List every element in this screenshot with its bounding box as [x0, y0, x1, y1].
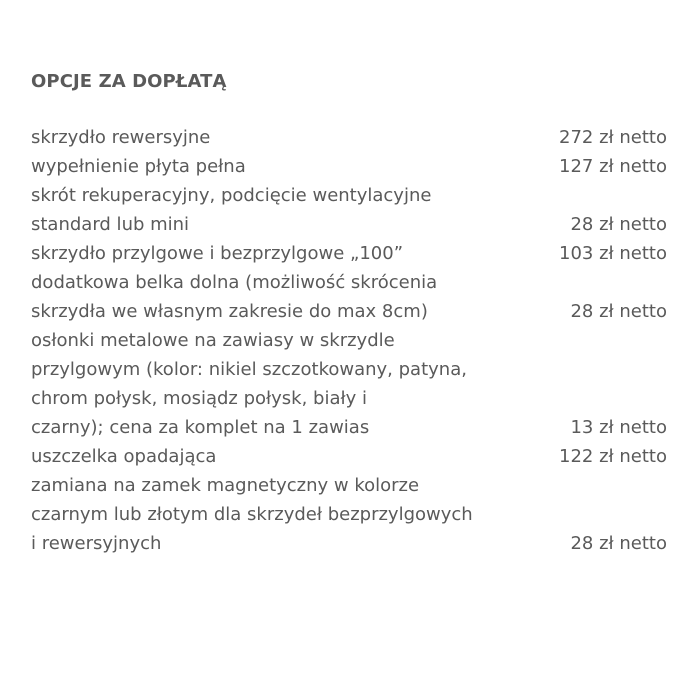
- section-title: OPCJE ZA DOPŁATĄ: [31, 71, 227, 92]
- option-row-rebated-leaf: [31, 239, 667, 268]
- option-price: 272 zł netto: [559, 127, 667, 148]
- option-price: 103 zł netto: [559, 243, 667, 264]
- option-row-reversible-leaf: [31, 123, 667, 152]
- option-label: skrzydło rewersyjne: [31, 127, 211, 148]
- option-price: 127 zł netto: [559, 156, 667, 177]
- pricing-panel: [31, 68, 667, 558]
- option-price: 28 zł netto: [570, 533, 667, 554]
- option-price: 28 zł netto: [570, 214, 667, 235]
- option-row-drop-seal: [31, 442, 667, 471]
- options-list: [31, 123, 667, 558]
- option-price: 28 zł netto: [570, 301, 667, 322]
- option-label: zamiana na zamek magnetyczny w kolorze czarnym lub złotym dla skrzydeł bezprzylgowych i rewersyjnych: [31, 475, 473, 554]
- option-row-solid-panel: [31, 152, 667, 181]
- option-row-hinge-covers: [31, 326, 667, 442]
- option-row-magnetic-lock: [31, 471, 667, 558]
- option-row-bottom-beam: [31, 268, 667, 326]
- option-label: uszczelka opadająca: [31, 446, 217, 467]
- option-label: osłonki metalowe na zawiasy w skrzydle przylgowym (kolor: nikiel szczotkowany, patyna, chrom połysk, mosiądz połysk, biały i czarny); cena za komplet na 1 zawias: [31, 330, 467, 438]
- option-label: wypełnienie płyta pełna: [31, 156, 246, 177]
- option-label: skrzydło przylgowe i bezprzylgowe „100”: [31, 243, 404, 264]
- option-price: 13 zł netto: [570, 417, 667, 438]
- option-label: skrót rekuperacyjny, podcięcie wentylacyjne standard lub mini: [31, 185, 432, 235]
- option-row-ventilation-cut: [31, 181, 667, 239]
- option-label: dodatkowa belka dolna (możliwość skrócenia skrzydła we własnym zakresie do max 8cm): [31, 272, 438, 322]
- option-price: 122 zł netto: [559, 446, 667, 467]
